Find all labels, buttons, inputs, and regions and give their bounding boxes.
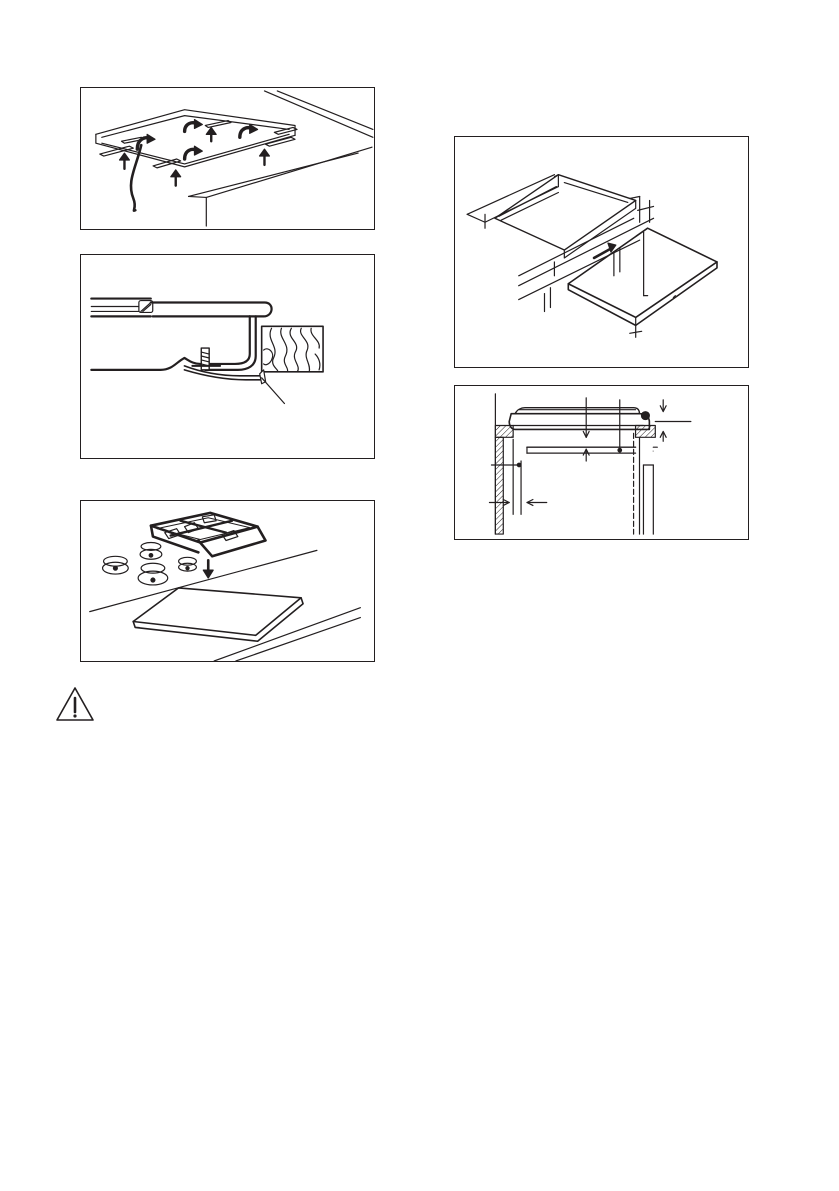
- clearance-dimensions-illustration: [455, 386, 748, 539]
- hob-above-shelf-illustration: [455, 137, 748, 367]
- worktop-cross-section-illustration: [81, 255, 374, 458]
- figure-clearance-dimensions: [454, 385, 749, 540]
- hob-clamps-illustration: [81, 88, 374, 229]
- figure-worktop-cross-section: [80, 254, 375, 459]
- figure-hob-lid: [80, 500, 375, 662]
- figure-hob-clamps: [80, 87, 375, 230]
- figure-sliding-shelf: [454, 136, 749, 368]
- pan-supports-and-lid-illustration: [81, 501, 374, 661]
- warning-triangle-icon: [55, 686, 95, 722]
